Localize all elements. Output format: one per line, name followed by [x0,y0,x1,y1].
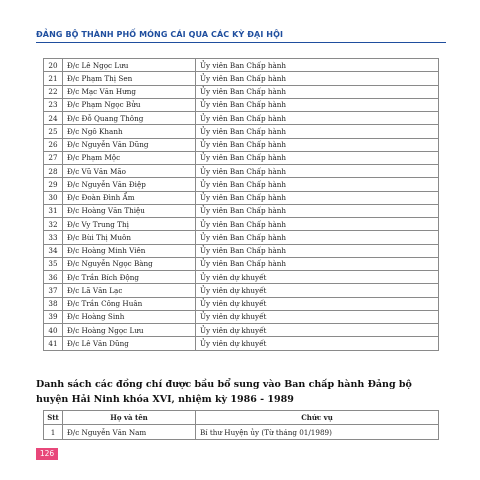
member-name: Đ/c Mạc Văn Hưng [63,85,196,98]
member-name: Đ/c Đoàn Đình Ẩm [63,191,196,204]
table-row [44,165,439,178]
column-header-role: Chức vụ [196,411,439,425]
row-number: 28 [44,165,63,178]
row-number: 23 [44,98,63,111]
row-number: 32 [44,218,63,231]
member-role: Ủy viên Ban Chấp hành [196,244,439,257]
member-role: Ủy viên dự khuyết [196,310,439,323]
additions-table-body [44,425,439,440]
table-row [44,178,439,191]
table-row [44,138,439,151]
member-name: Đ/c Hoàng Sinh [63,310,196,323]
member-name: Đ/c Lã Văn Lạc [63,284,196,297]
row-number: 38 [44,297,63,310]
table-row [44,191,439,204]
member-name: Đ/c Lê Văn Dũng [63,337,196,350]
member-role: Ủy viên Ban Chấp hành [196,178,439,191]
row-number: 30 [44,191,63,204]
member-name: Đ/c Nguyễn Ngọc Bàng [63,257,196,270]
table-row [44,310,439,323]
row-number: 25 [44,125,63,138]
member-role: Bí thư Huyện ủy (Từ tháng 01/1989) [196,425,439,440]
member-name: Đ/c Phạm Thị Sen [63,72,196,85]
member-name: Đ/c Lê Ngọc Lưu [63,59,196,72]
member-name: Đ/c Nguyễn Văn Nam [63,425,196,440]
row-number: 21 [44,72,63,85]
member-role: Ủy viên dự khuyết [196,337,439,350]
additions-header-row [44,411,439,425]
row-number: 20 [44,59,63,72]
member-name: Đ/c Phạm Mộc [63,151,196,164]
table-row [44,337,439,350]
table-row [44,284,439,297]
member-role: Ủy viên Ban Chấp hành [196,218,439,231]
row-number: 40 [44,324,63,337]
member-name: Đ/c Nguyễn Văn Dũng [63,138,196,151]
row-number: 22 [44,85,63,98]
member-role: Ủy viên Ban Chấp hành [196,138,439,151]
table-row [44,218,439,231]
member-role: Ủy viên dự khuyết [196,297,439,310]
member-role: Ủy viên Ban Chấp hành [196,151,439,164]
member-role: Ủy viên Ban Chấp hành [196,257,439,270]
member-name: Đ/c Vy Trung Thị [63,218,196,231]
table-row [44,324,439,337]
row-number: 37 [44,284,63,297]
member-role: Ủy viên Ban Chấp hành [196,85,439,98]
member-role: Ủy viên Ban Chấp hành [196,204,439,217]
table-row [44,204,439,217]
row-number: 24 [44,112,63,125]
member-name: Đ/c Hoàng Văn Thiệu [63,204,196,217]
section-title: Danh sách các đồng chí được bầu bổ sung vào Ban chấp hành Đảng bộ huyện Hải Ninh khóa XVI, nhiệm kỳ 1986 - 1989 [36,379,412,405]
member-role: Ủy viên Ban Chấp hành [196,191,439,204]
table-row [44,231,439,244]
member-name: Đ/c Phạm Ngọc Bửu [63,98,196,111]
member-role: Ủy viên dự khuyết [196,271,439,284]
member-name: Đ/c Vũ Văn Mão [63,165,196,178]
member-role: Ủy viên Ban Chấp hành [196,72,439,85]
row-number: 26 [44,138,63,151]
table-row [44,125,439,138]
row-number: 29 [44,178,63,191]
member-name: Đ/c Hoàng Ngọc Lưu [63,324,196,337]
member-role: Ủy viên dự khuyết [196,324,439,337]
table-row [44,112,439,125]
member-name: Đ/c Trần Bích Động [63,271,196,284]
table-row [44,257,439,270]
table-row [44,425,439,440]
members-table-body [44,59,439,351]
member-role: Ủy viên Ban Chấp hành [196,125,439,138]
running-header: ĐẢNG BỘ THÀNH PHỐ MÓNG CÁI QUA CÁC KỲ ĐẠI HỘI [36,30,284,39]
table-row [44,98,439,111]
member-role: Ủy viên Ban Chấp hành [196,112,439,125]
member-role: Ủy viên Ban Chấp hành [196,165,439,178]
member-name: Đ/c Nguyễn Văn Điệp [63,178,196,191]
row-number: 41 [44,337,63,350]
member-role: Ủy viên dự khuyết [196,284,439,297]
table-row [44,271,439,284]
row-number: 35 [44,257,63,270]
member-name: Đ/c Bùi Thị Muôn [63,231,196,244]
row-number: 1 [44,425,63,440]
members-table [43,58,439,351]
page-number: 126 [36,448,58,460]
header-rule [36,42,446,43]
row-number: 31 [44,204,63,217]
member-role: Ủy viên Ban Chấp hành [196,231,439,244]
row-number: 27 [44,151,63,164]
member-name: Đ/c Đỗ Quang Thông [63,112,196,125]
row-number: 36 [44,271,63,284]
table-row [44,297,439,310]
row-number: 39 [44,310,63,323]
table-row [44,151,439,164]
member-name: Đ/c Hoàng Minh Viên [63,244,196,257]
member-role: Ủy viên Ban Chấp hành [196,98,439,111]
member-name: Đ/c Trần Công Huân [63,297,196,310]
column-header-name: Họ và tên [63,411,196,425]
row-number: 34 [44,244,63,257]
member-role: Ủy viên Ban Chấp hành [196,59,439,72]
additions-table [43,410,439,440]
member-name: Đ/c Ngô Khanh [63,125,196,138]
row-number: 33 [44,231,63,244]
column-header-stt: Stt [44,411,63,425]
table-row [44,59,439,72]
table-row [44,72,439,85]
table-row [44,244,439,257]
table-row [44,85,439,98]
